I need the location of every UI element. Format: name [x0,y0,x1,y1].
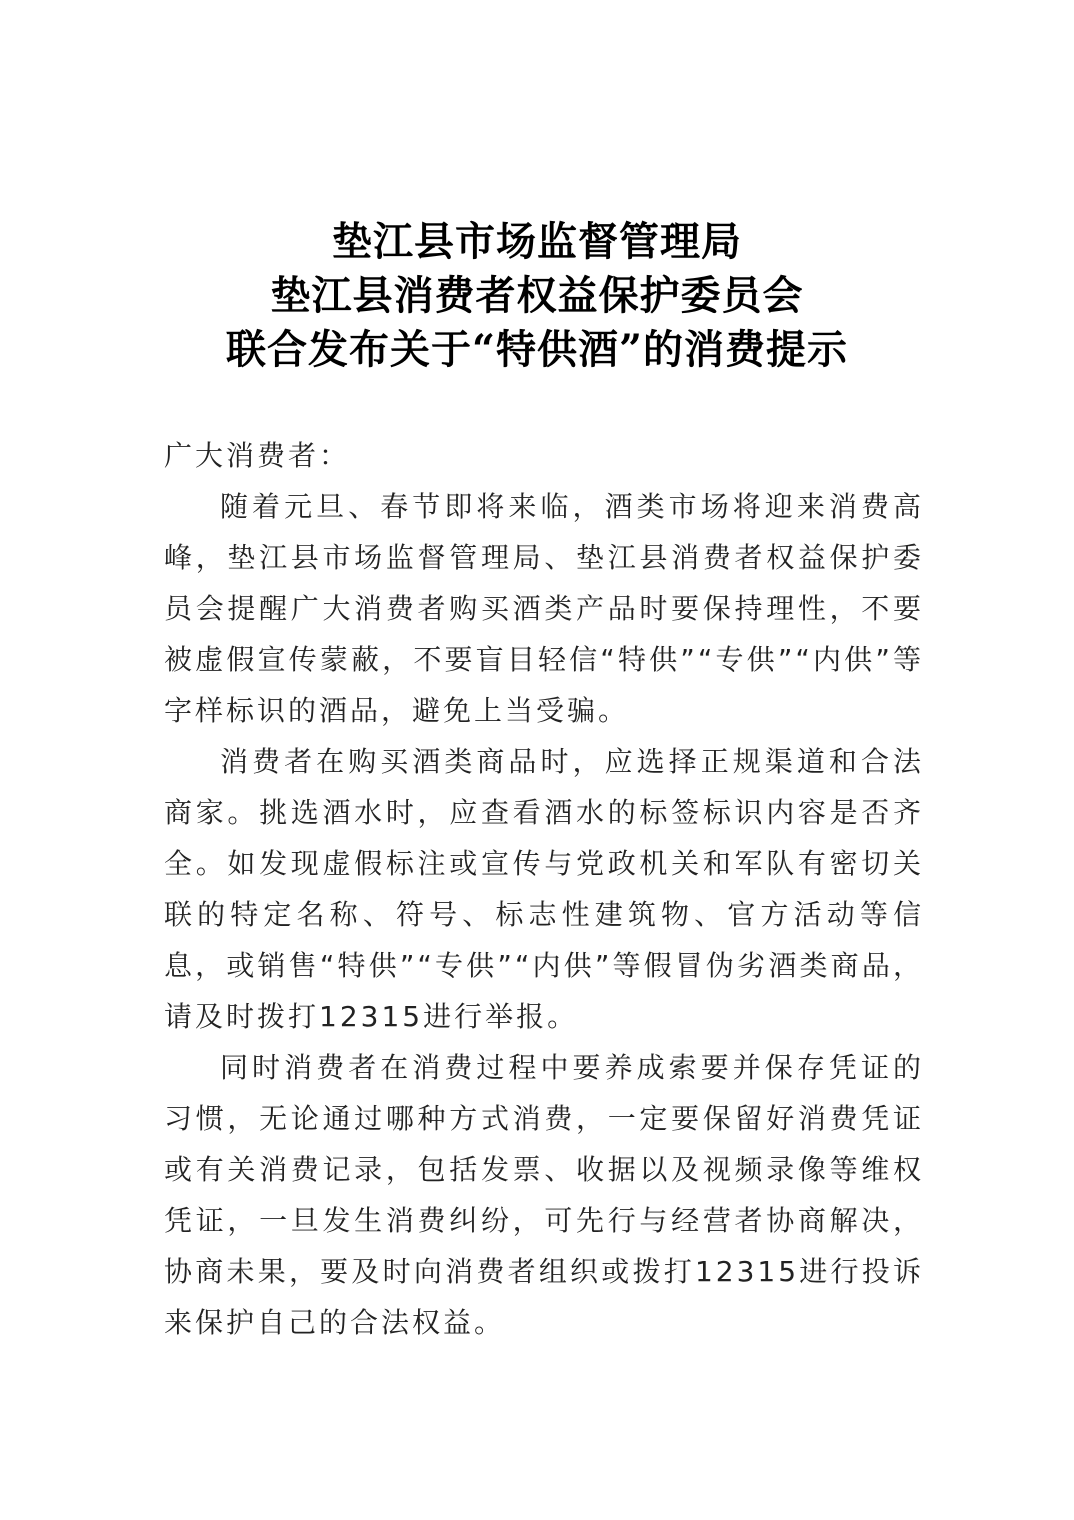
document-body [164,430,924,1348]
title-line-issuer-1: 垫江县市场监督管理局 [332,218,742,265]
document-title [0,215,1074,377]
title-line-subject: 联合发布关于“特供酒”的消费提示 [225,326,848,373]
salutation: 广大消费者： [164,439,351,472]
paragraph-intro: 随着元旦、春节即将来临，酒类市场将迎来消费高峰，垫江县市场监督管理局、垫江县消费者权益保护委员会提醒广大消费者购买酒类产品时要保持理性，不要被虚假宣传蒙蔽，不要盲目轻信“特供”“专供”“内供”等字样标识的酒品，避免上当受骗。 [164,490,924,727]
title-line-issuer-2: 垫江县消费者权益保护委员会 [270,272,804,319]
paragraph-purchase-advice: 消费者在购买酒类商品时，应选择正规渠道和合法商家。挑选酒水时，应查看酒水的标签标识内容是否齐全。如发现虚假标注或宣传与党政机关和军队有密切关联的特定名称、符号、标志性建筑物、官方活动等信息，或销售“特供”“专供”“内供”等假冒伪劣酒类商品，请及时拨打12315进行举报。 [164,745,924,1033]
paragraph-keep-receipts: 同时消费者在消费过程中要养成索要并保存凭证的习惯，无论通过哪种方式消费，一定要保留好消费凭证或有关消费记录，包括发票、收据以及视频录像等维权凭证，一旦发生消费纠纷，可先行与经营者协商解决，协商未果，要及时向消费者组织或拨打12315进行投诉来保护自己的合法权益。 [164,1051,924,1339]
